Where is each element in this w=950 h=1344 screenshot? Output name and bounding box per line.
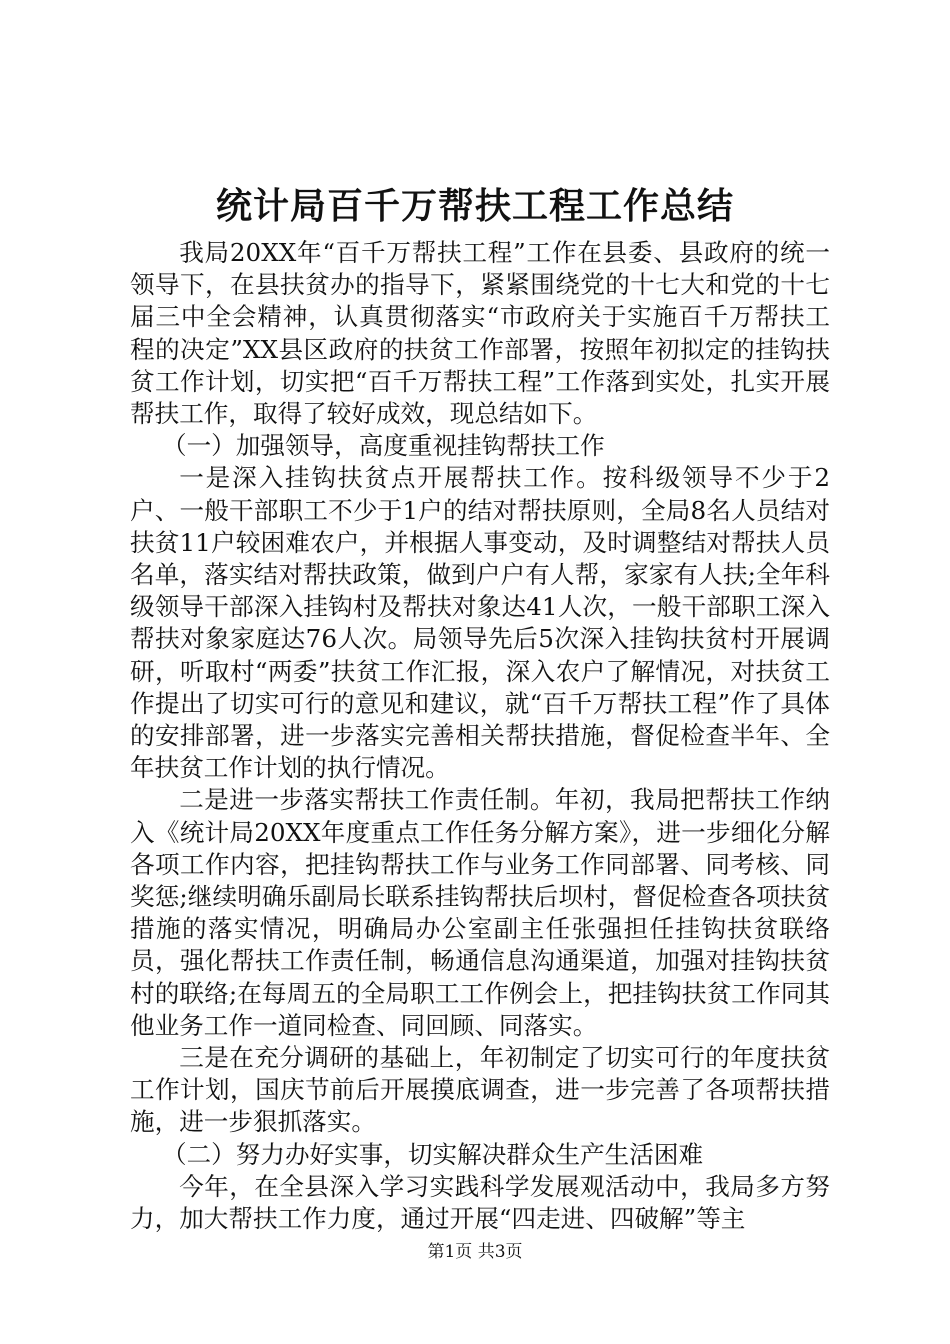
- paragraph-intro: 我局20XX年“百千万帮扶工程”工作在县委、县政府的统一领导下，在县扶贫办的指导下，紧紧围绕党的十七大和党的十七届三中全会精神，认真贯彻落实“市政府关于实施百千万帮扶工程的决定”XX县区政府的扶贫工作部署，按照年初拟定的挂钩扶贫工作计划，切实把“百千万帮扶工程”工作落到实处，扎实开展帮扶工作，取得了较好成效，现总结如下。: [130, 238, 830, 429]
- document-body: [130, 237, 830, 1235]
- section-heading-2: （二）努力办好实事，切实解决群众生产生活困难: [161, 1139, 704, 1169]
- paragraph-section-2-intro: 今年，在全县深入学习实践科学发展观活动中，我局多方努力，加大帮扶工作力度，通过开展“四走进、四破解”等主: [130, 1171, 830, 1234]
- paragraph-point-1: 一是深入挂钩扶贫点开展帮扶工作。按科级领导不少于2户、一般干部职工不少于1户的结对帮扶原则，全局8名人员结对扶贫11户较困难农户，并根据人事变动，及时调整结对帮扶人员名单，落实结对帮扶政策，做到户户有人帮，家家有人扶;全年科级领导干部深入挂钩村及帮扶对象达41人次，一般干部职工深入帮扶对象家庭达76人次。局领导先后5次深入挂钩扶贫村开展调研，听取村“两委”扶贫工作汇报，深入农户了解情况，对扶贫工作提出了切实可行的意见和建议，就“百千万帮扶工程”作了具体的安排部署，进一步落实完善相关帮扶措施，督促检查半年、全年扶贫工作计划的执行情况。: [130, 463, 830, 783]
- page-number-footer: 第1页 共3页: [427, 1242, 523, 1262]
- paragraph-point-2: 二是进一步落实帮扶工作责任制。年初，我局把帮扶工作纳入《统计局20XX年度重点工作任务分解方案》，进一步细化分解各项工作内容，把挂钩帮扶工作与业务工作同部署、同考核、同奖惩;继续明确乐副局长联系挂钩帮扶后坝村，督促检查各项扶贫措施的落实情况，明确局办公室副主任张强担任挂钩扶贫联络员，强化帮扶工作责任制，畅通信息沟通渠道，加强对挂钩扶贫村的联络;在每周五的全局职工工作例会上，把挂钩扶贫工作同其他业务工作一道同检查、同回顾、同落实。: [130, 785, 830, 1040]
- document-title: 统计局百千万帮扶工程工作总结: [215, 185, 734, 227]
- section-heading-1: （一）加强领导，高度重视挂钩帮扶工作: [161, 431, 605, 461]
- paragraph-point-3: 三是在充分调研的基础上，年初制定了切实可行的年度扶贫工作计划，国庆节前后开展摸底调查，进一步完善了各项帮扶措施，进一步狠抓落实。: [130, 1043, 830, 1137]
